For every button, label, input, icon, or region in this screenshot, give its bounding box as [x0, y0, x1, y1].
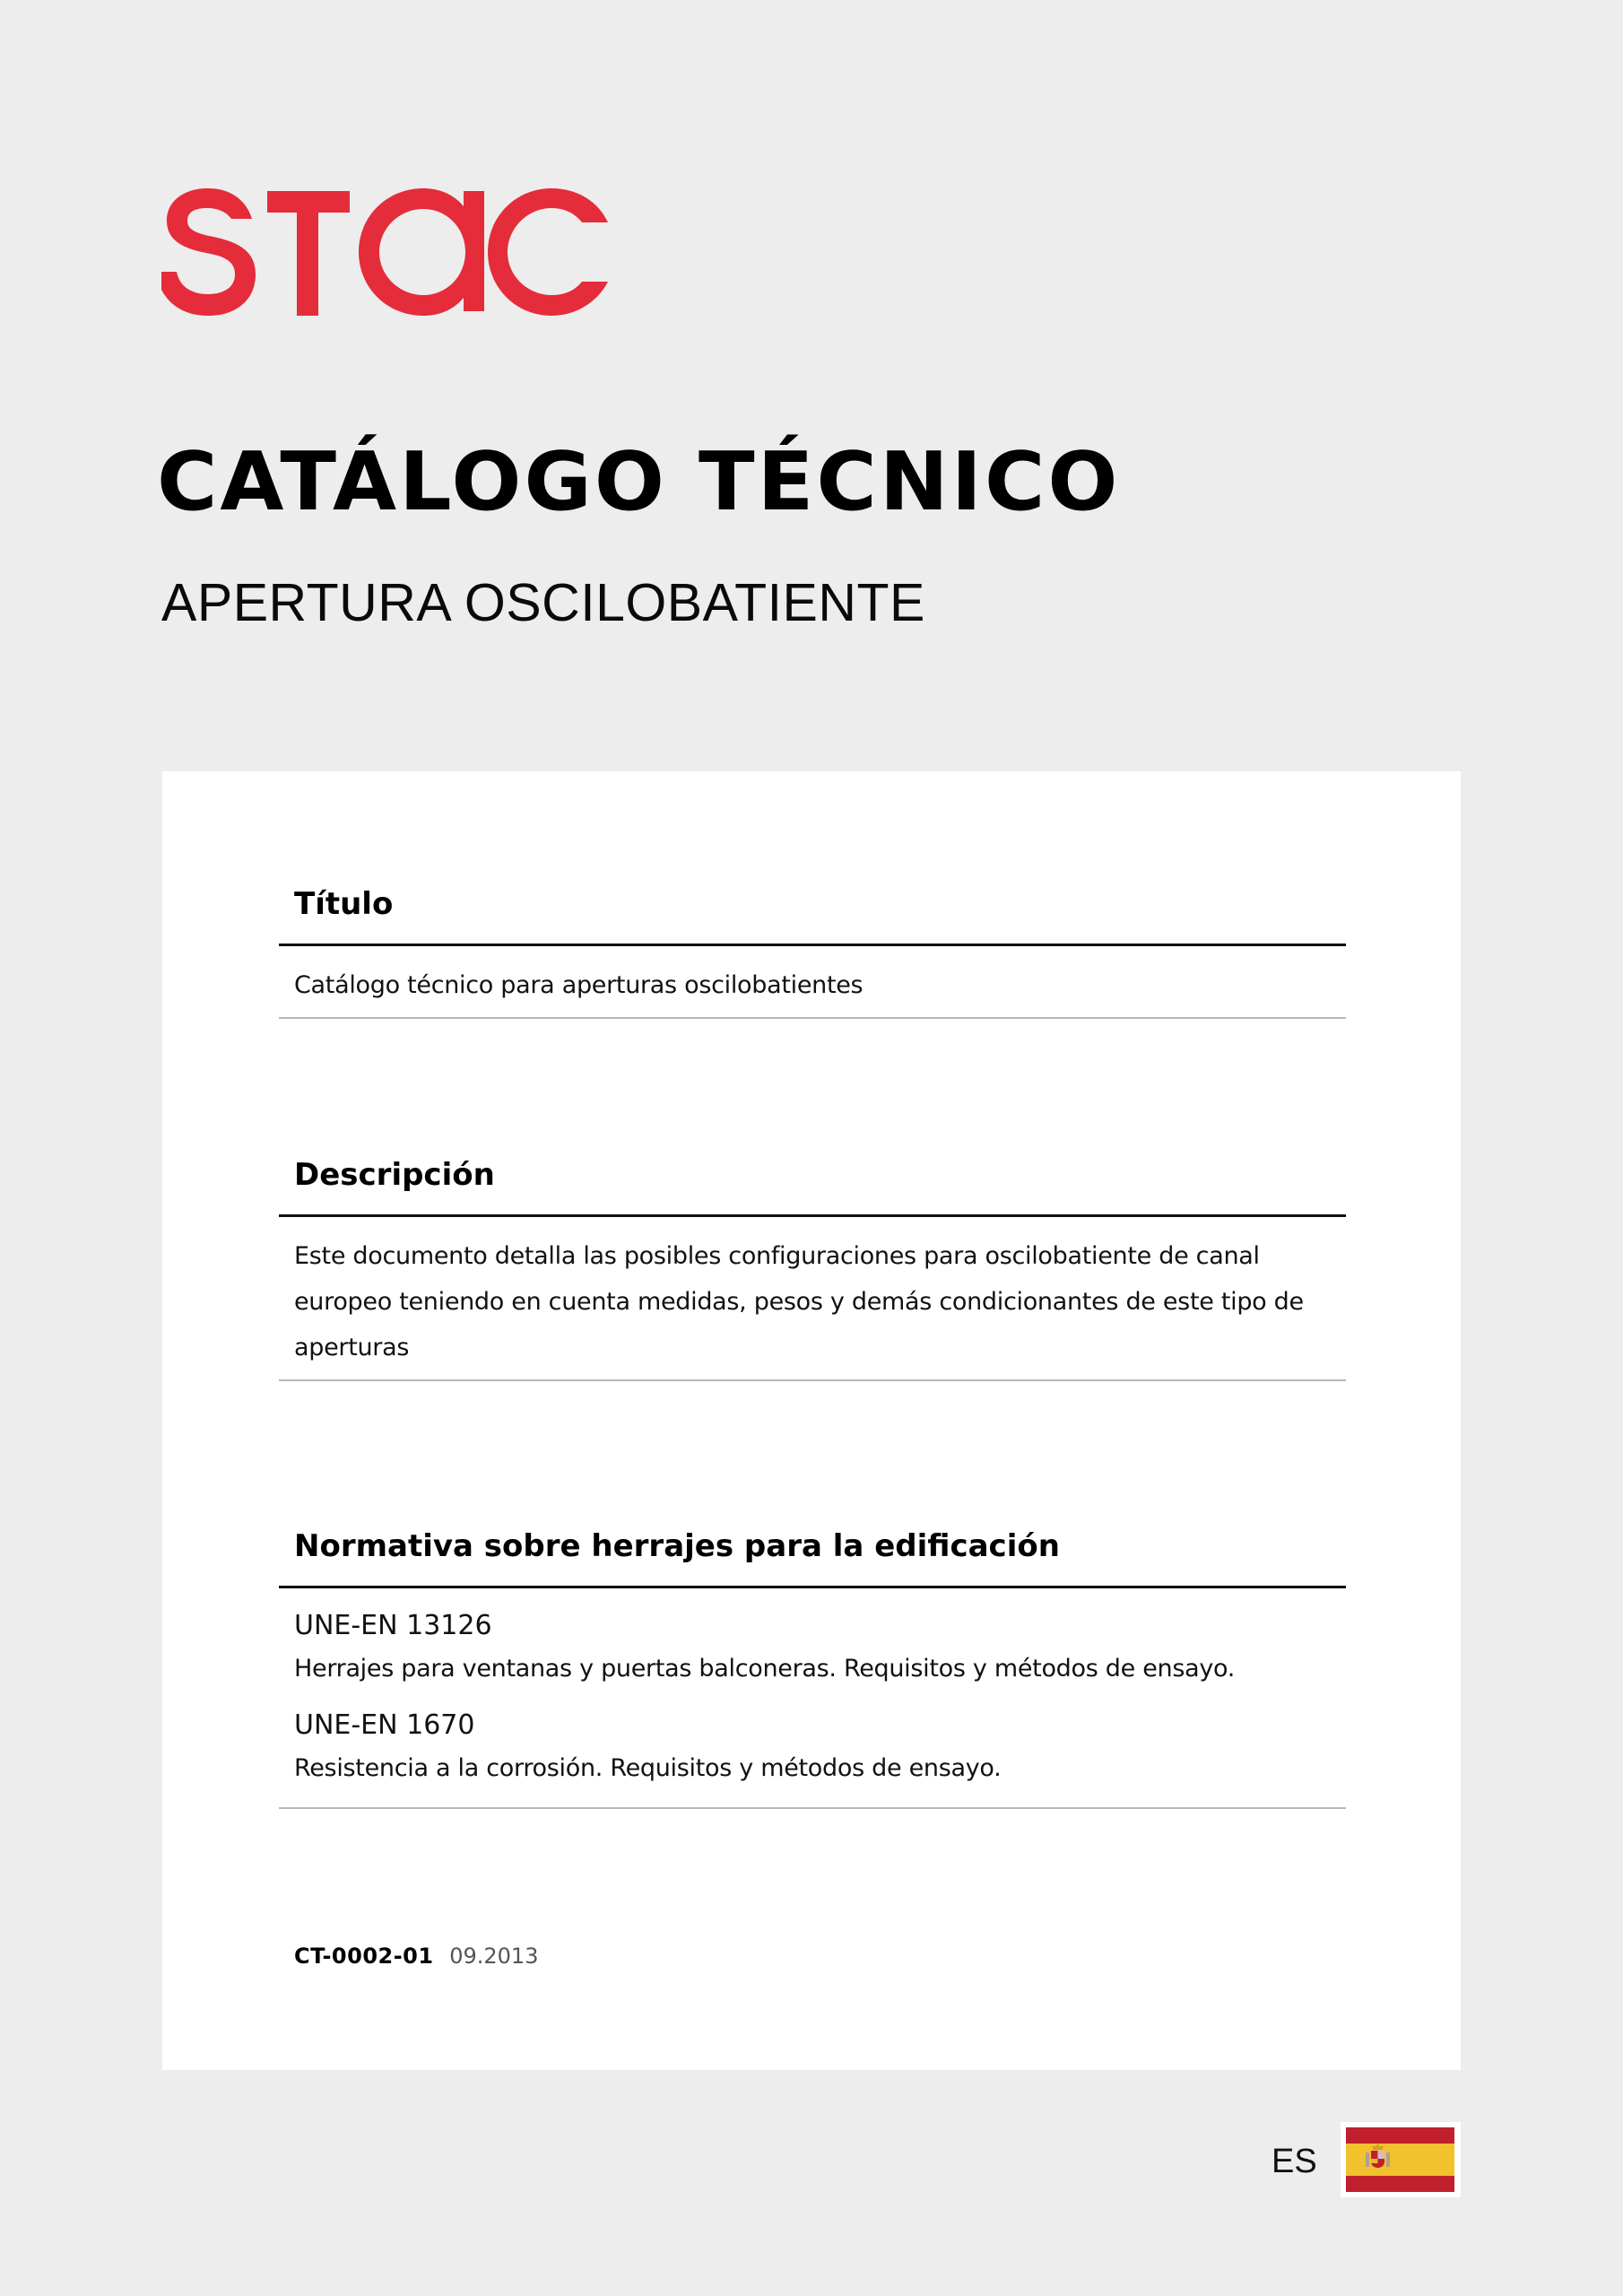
- stac-logo: [161, 185, 614, 319]
- language-flag: [1341, 2122, 1461, 2197]
- standard-item: [279, 1706, 1346, 1791]
- standard-code: UNE-EN 1670: [294, 1709, 475, 1741]
- divider-thick: [279, 944, 1346, 946]
- section-title: [279, 883, 1346, 1019]
- section-heading: Normativa sobre herrajes para la edificación: [294, 1528, 1060, 1564]
- standard-description: Resistencia a la corrosión. Requisitos y métodos de ensayo.: [294, 1754, 1002, 1782]
- divider-thin: [279, 1017, 1346, 1019]
- section-heading: Título: [294, 886, 394, 922]
- section-body: Catálogo técnico para aperturas oscilobatientes: [294, 971, 864, 999]
- document-code: CT-0002-01: [294, 1944, 434, 1969]
- divider-thin: [279, 1807, 1346, 1809]
- document-reference: [294, 1944, 538, 1969]
- stac-logo-icon: [161, 185, 614, 319]
- document-subtitle: APERTURA OSCILOBATIENTE: [161, 573, 925, 632]
- document-date: 09.2013: [449, 1944, 539, 1969]
- document-title: CATÁLOGO TÉCNICO: [157, 435, 1121, 529]
- divider-thin: [279, 1379, 1346, 1381]
- section-body: Este documento detalla las posibles configuraciones para oscilobatiente de canal europeo teniendo en cuenta medidas, pesos y demás condicionantes de este tipo de aperturas: [294, 1242, 1304, 1361]
- section-heading: Descripción: [294, 1157, 495, 1193]
- divider-thick: [279, 1586, 1346, 1588]
- section-standards: [279, 1525, 1346, 1809]
- info-card: [162, 771, 1461, 2070]
- standard-item: [279, 1606, 1346, 1692]
- divider-thick: [279, 1214, 1346, 1217]
- spain-flag-icon: [1346, 2127, 1454, 2192]
- language-code: ES: [1271, 2143, 1317, 2180]
- standard-description: Herrajes para ventanas y puertas balconeras. Requisitos y métodos de ensayo.: [294, 1655, 1236, 1683]
- standard-code: UNE-EN 13126: [294, 1610, 492, 1641]
- section-description: [279, 1153, 1346, 1381]
